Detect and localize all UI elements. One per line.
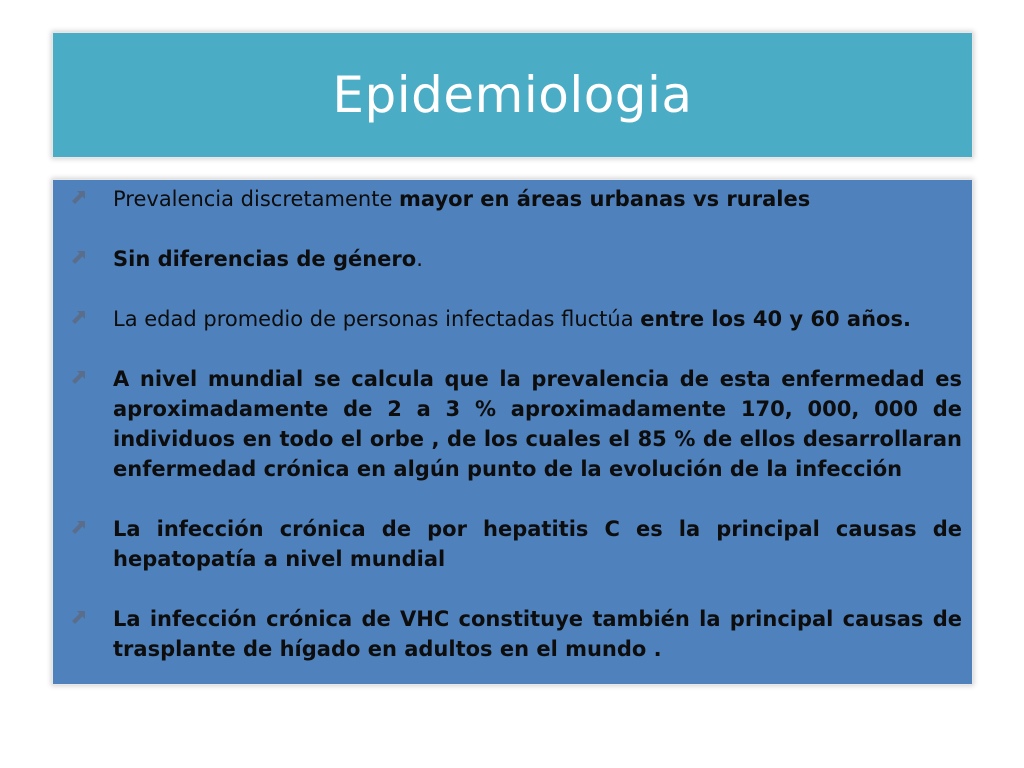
arrow-up-right-icon [71, 609, 87, 625]
slide-title: Epidemiologia [332, 66, 693, 124]
bullet-text-bold: La infección crónica de por hepatitis C es la principal causas de hepatopatía a nivel mundial [113, 517, 962, 571]
bullet-text-bold: La infección crónica de VHC constituye también la principal causas de trasplante de hígado en adultos en el mundo . [113, 607, 962, 661]
bullet-text-bold: entre los 40 y 60 años. [640, 307, 911, 331]
bullet-item [65, 514, 962, 574]
bullet-item [65, 244, 962, 274]
bullet-text: Prevalencia discretamente [113, 187, 400, 211]
arrow-up-right-icon [71, 309, 87, 325]
arrow-up-right-icon [71, 519, 87, 535]
bullet-item [65, 604, 962, 664]
bullet-text-bold: A nivel mundial se calcula que la prevalencia de esta enfermedad es aproximadamente de 2 a 3 % aproximadamente 170, 000, 000 de individuos en todo el orbe , de los cuales el 85 % de ellos desarrollaran enfermedad crónica en algún punto de la evolución de la infección [113, 367, 962, 481]
arrow-up-right-icon [71, 189, 87, 205]
bullet-item [65, 364, 962, 484]
bullet-text: La edad promedio de personas infectadas fluctúa [113, 307, 641, 331]
bullet-list [65, 184, 962, 694]
arrow-up-right-icon [71, 369, 87, 385]
title-banner [53, 33, 972, 157]
bullet-item [65, 304, 962, 334]
bullet-text: . [416, 247, 423, 271]
arrow-up-right-icon [71, 249, 87, 265]
content-panel [53, 180, 972, 684]
bullet-item [65, 184, 962, 214]
bullet-text-bold: mayor en áreas urbanas vs rurales [399, 187, 811, 211]
bullet-text-bold: Sin diferencias de género [113, 247, 417, 271]
